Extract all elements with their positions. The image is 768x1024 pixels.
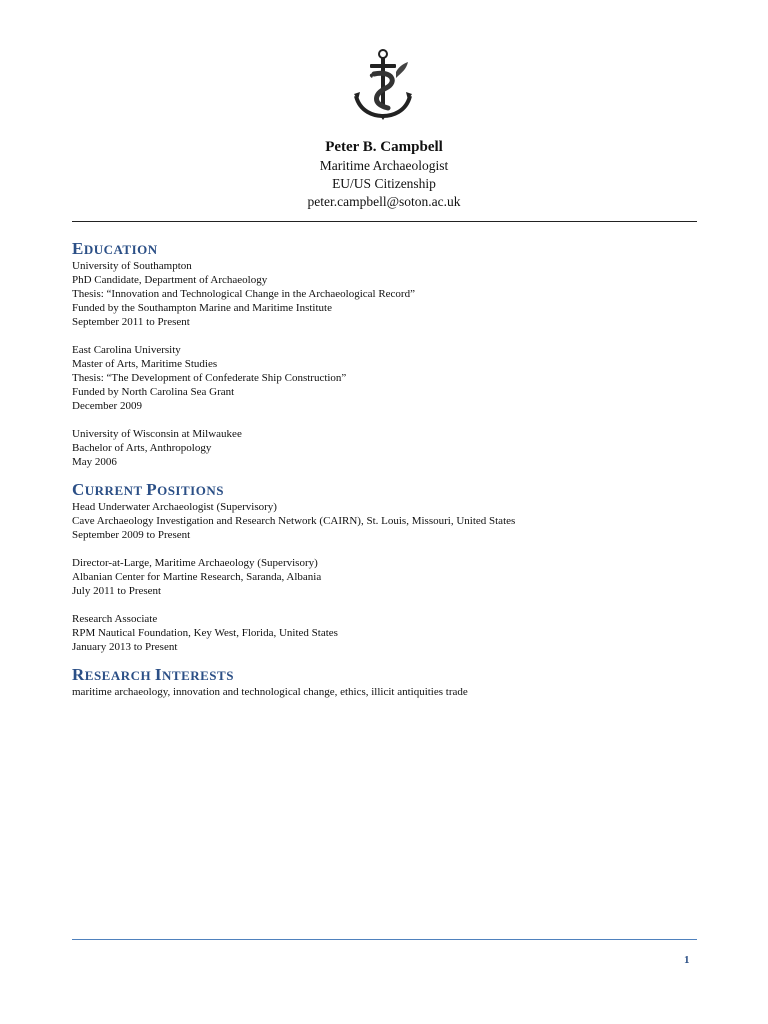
entry-line: University of Wisconsin at Milwaukee	[72, 428, 242, 440]
entry-line: January 2013 to Present	[72, 641, 178, 653]
entry-line: May 2006	[72, 456, 117, 468]
education-entry	[72, 343, 697, 413]
entry-line: University of Southampton	[72, 260, 192, 272]
position-entry	[72, 612, 697, 654]
entry-line: Cave Archaeology Investigation and Research Network (CAIRN), St. Louis, Missouri, United States	[72, 515, 516, 527]
entry-line: Bachelor of Arts, Anthropology	[72, 442, 212, 454]
section-title-interests: RESEARCH INTERESTS	[72, 665, 234, 684]
entry-line: Head Underwater Archaeologist (Supervisory)	[72, 501, 277, 513]
entry-line: Research Associate	[72, 613, 158, 625]
section-title-education: EDUCATION	[72, 239, 158, 258]
citizenship: EU/US Citizenship	[332, 176, 436, 191]
interests-section	[72, 666, 697, 699]
entry-line: July 2011 to Present	[72, 585, 162, 597]
section-title-positions: CURRENT POSITIONS	[72, 480, 224, 499]
footer-divider	[72, 939, 697, 940]
page-number: 1	[684, 954, 690, 966]
entry-line: December 2009	[72, 400, 142, 412]
education-entry	[72, 427, 697, 469]
resume-header	[0, 137, 768, 211]
entry-line: September 2009 to Present	[72, 529, 191, 541]
job-title: Maritime Archaeologist	[319, 158, 449, 173]
entry-line: September 2011 to Present	[72, 316, 190, 328]
anchor-dolphin-icon	[352, 48, 414, 120]
entry-line: Thesis: “The Development of Confederate Ship Construction”	[72, 372, 347, 384]
resume-body	[72, 240, 697, 711]
entry-line: RPM Nautical Foundation, Key West, Florida, United States	[72, 627, 338, 639]
entry-line: PhD Candidate, Department of Archaeology	[72, 274, 268, 286]
entry-line: East Carolina University	[72, 344, 181, 356]
entry-line: Funded by North Carolina Sea Grant	[72, 386, 235, 398]
entry-line: Director-at-Large, Maritime Archaeology (Supervisory)	[72, 557, 318, 569]
position-entry	[72, 556, 697, 598]
email-address[interactable]: peter.campbell@soton.ac.uk	[307, 194, 461, 209]
education-section	[72, 240, 697, 469]
entry-line: Thesis: “Innovation and Technological Change in the Archaeological Record”	[72, 288, 415, 300]
entry-line: Albanian Center for Martine Research, Saranda, Albania	[72, 571, 322, 583]
positions-section	[72, 481, 697, 654]
entry-line: Master of Arts, Maritime Studies	[72, 358, 218, 370]
person-name: Peter B. Campbell	[325, 139, 443, 155]
education-entry	[72, 259, 697, 329]
position-entry	[72, 500, 697, 542]
entry-line: Funded by the Southampton Marine and Maritime Institute	[72, 302, 332, 314]
header-divider	[72, 221, 697, 222]
interests-text: maritime archaeology, innovation and technological change, ethics, illicit antiquities trade	[72, 686, 468, 698]
